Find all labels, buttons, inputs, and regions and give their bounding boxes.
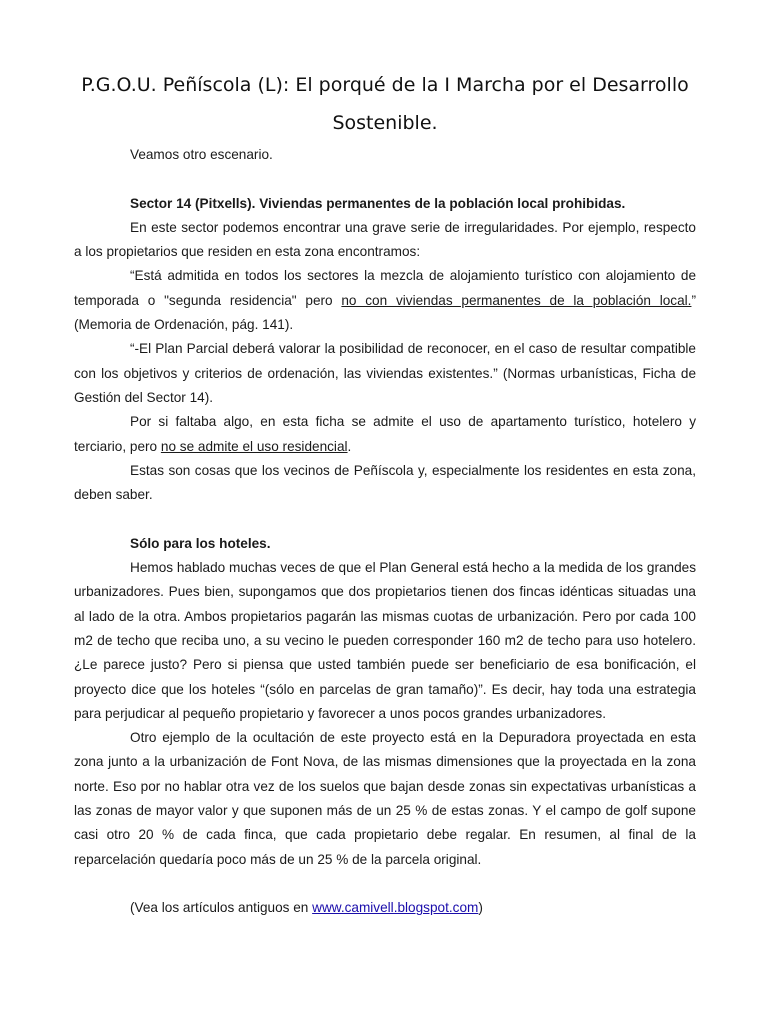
text: “Está admitida en todos los sectores la mezcla de alojamiento turístico con alojamiento de temporada o "segunda residencia" pero — [74, 268, 696, 308]
footer-note — [74, 896, 696, 920]
text: (Vea los artículos antiguos en — [130, 900, 313, 916]
text: ” (Memoria de Ordenación, pág. 141). — [74, 292, 696, 333]
section-heading-sector-14: Sector 14 (Pitxells). Viviendas permanentes de la población local prohibidas. — [130, 195, 626, 211]
paragraph: Hemos hablado muchas veces de que el Plan General está hecho a la medida de los grandes urbanizadores. Pues bien, supongamos que dos propietarios tienen dos fincas idénticas situadas una al lado de la otra. Ambos propietarios pagarán las mismas cuotas de urbanización. Pero por cada 100 m2 de techo que reciba uno, a su vecino le pueden corresponder 160 m2 de techo para uso hotelero. ¿Le parece justo? Pero si piensa que usted también puede ser beneficiario de esa bonificación, el proyecto dice que los hoteles “(sólo en parcelas de gran tamaño)”. Es decir, hay toda una estrategia para perjudicar al pequeño propietario y favorecer a unos pocos grandes urbanizadores. — [74, 560, 697, 721]
paragraph — [74, 410, 696, 459]
section-heading-hoteles: Sólo para los hoteles. — [130, 535, 271, 551]
underlined-text: no se admite el uso residencial — [160, 438, 348, 454]
text: Por si faltaba algo, en esta ficha se admite el uso de apartamento turístico, hotelero y terciario, pero — [74, 414, 696, 454]
quote-paragraph: “-El Plan Parcial deberá valorar la posibilidad de reconocer, en el caso de resultar compatible con los objetivos y criterios de ordenación, las viviendas existentes.” (Normas urbanísticas, Ficha de Gestión del Sector 14). — [74, 341, 696, 405]
paragraph: En este sector podemos encontrar una grave serie de irregularidades. Por ejemplo, respecto a los propietarios que residen en esta zona encontramos: — [74, 219, 696, 260]
blog-link[interactable]: www.camivell.blogspot.com — [312, 900, 479, 916]
quote-paragraph — [74, 264, 696, 337]
paragraph: Otro ejemplo de la ocultación de este proyecto está en la Depuradora proyectada en esta zona junto a la urbanización de Font Nova, de las mismas dimensiones que la proyectada en la zona norte. Eso por no hablar otra vez de los suelos que bajan desde zonas sin expectativas urbanísticas a las zonas de mayor valor y que suponen más de un 25 % de estas zonas. Y el campo de golf supone casi otro 20 % de cada finca, que cada propietario debe regalar. En resumen, al final de la reparcelación quedaría poco más de un 25 % de la parcela original. — [74, 730, 696, 867]
spacer — [74, 507, 696, 531]
underlined-text: no con viviendas permanentes de la población local. — [341, 292, 692, 308]
paragraph: Estas son cosas que los vecinos de Peñíscola y, especialmente los residentes en esta zona, deben saber. — [74, 462, 696, 503]
spacer — [74, 167, 696, 191]
document-body — [74, 143, 696, 921]
spacer — [74, 872, 696, 896]
document-title: P.G.O.U. Peñíscola (L): El porqué de la I Marcha por el Desarrollo Sostenible. — [81, 74, 689, 134]
intro-paragraph: Veamos otro escenario. — [130, 147, 273, 162]
text: . — [347, 438, 352, 454]
text: ) — [478, 900, 483, 916]
